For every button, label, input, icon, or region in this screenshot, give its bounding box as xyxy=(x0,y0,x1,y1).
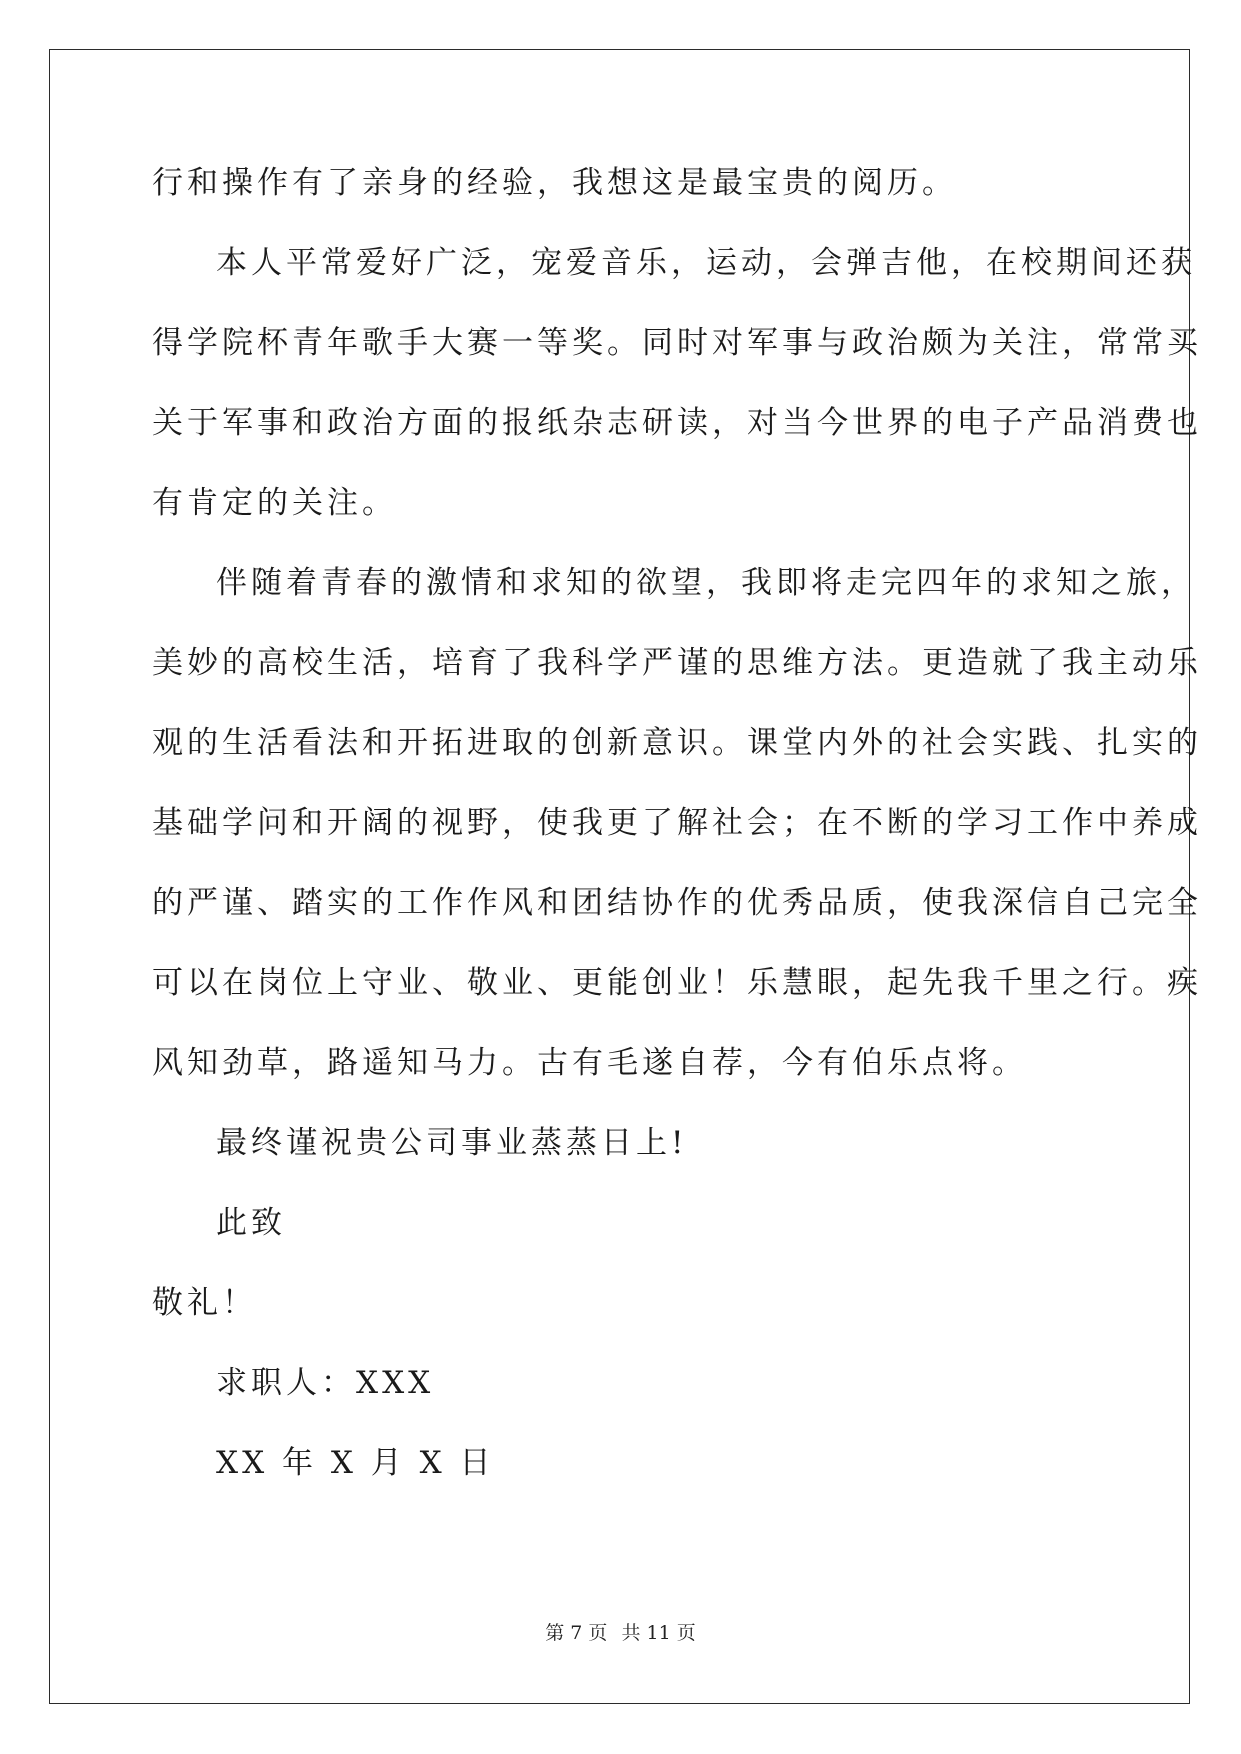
text-line: 的严谨、踏实的工作作风和团结协作的优秀品质，使我深信自己完全 xyxy=(152,885,1202,921)
text-line: 伴随着青春的激情和求知的欲望，我即将走完四年的求知之旅， xyxy=(216,565,1196,601)
text-line: 关于军事和政治方面的报纸杂志研读，对当今世界的电子产品消费也 xyxy=(152,405,1202,441)
text-line: 风知劲草，路遥知马力。古有毛遂自荐，今有伯乐点将。 xyxy=(152,1045,1027,1081)
text-line: 行和操作有了亲身的经验，我想这是最宝贵的阅历。 xyxy=(152,165,957,201)
applicant-signature: 求职人：XXX xyxy=(216,1365,435,1401)
text-line: 美妙的高校生活，培育了我科学严谨的思维方法。更造就了我主动乐 xyxy=(152,645,1202,681)
text-line: 得学院杯青年歌手大赛一等奖。同时对军事与政治颇为关注，常常买 xyxy=(152,325,1202,361)
page-number: 第 7 页 xyxy=(545,1622,608,1644)
salutation-cizhi: 此致 xyxy=(216,1205,286,1241)
text-line: 基础学问和开阔的视野，使我更了解社会；在不断的学习工作中养成 xyxy=(152,805,1202,841)
text-line: 本人平常爱好广泛，宠爱音乐，运动，会弹吉他，在校期间还获 xyxy=(216,245,1196,281)
letter-date: XX 年 X 月 X 日 xyxy=(216,1445,495,1481)
text-line: 有肯定的关注。 xyxy=(152,485,397,521)
page-total: 共 11 页 xyxy=(621,1622,696,1644)
page-footer xyxy=(0,1621,1241,1645)
text-line: 可以在岗位上守业、敬业、更能创业！乐慧眼，起先我千里之行。疾 xyxy=(152,965,1202,1001)
closing-wish: 最终谨祝贵公司事业蒸蒸日上! xyxy=(216,1125,688,1161)
text-line: 观的生活看法和开拓进取的创新意识。课堂内外的社会实践、扎实的 xyxy=(152,725,1202,761)
salutation-jingli: 敬礼！ xyxy=(152,1285,257,1321)
